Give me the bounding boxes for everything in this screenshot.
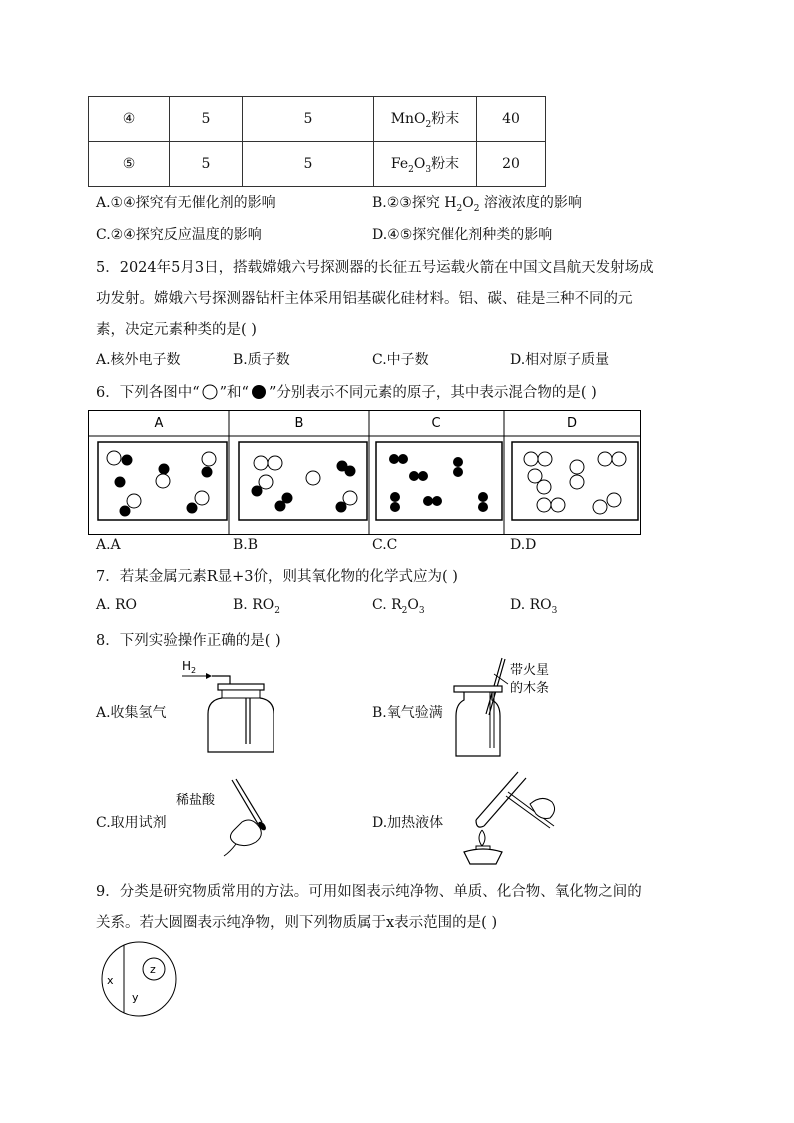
white-atom (195, 491, 209, 505)
stem-text: ”分别表示不同元素的原子，其中表示混合物的是( ) (268, 385, 597, 401)
q7-stem: 7．若某金属元素R显+3价，则其氧化物的化学式应为( ) (96, 569, 458, 585)
white-atom (570, 460, 584, 474)
h2-label: $H_2$ (182, 659, 197, 675)
black-atom (409, 471, 419, 481)
white-atom (598, 452, 612, 466)
table-row (89, 142, 546, 187)
white-atom (259, 475, 273, 489)
q6-option-a[interactable]: A.A (96, 537, 121, 553)
black-atom (453, 467, 463, 477)
table-cell-catalyst (374, 97, 477, 142)
catalyst-form: 粉末 (431, 111, 460, 128)
white-atom (593, 500, 607, 514)
q6-option-b[interactable]: B.B (233, 537, 259, 553)
q5-option-b[interactable]: B.质子数 (233, 352, 290, 368)
white-atom (612, 452, 626, 466)
catalyst-form: 粉末 (431, 156, 460, 173)
subscript: 3 (425, 164, 432, 175)
option-text: B.②③探究 H (372, 195, 457, 211)
option-text: A. RO (96, 597, 138, 613)
panel-header-c: C (431, 416, 441, 431)
white-atom (537, 480, 551, 494)
panel-b-molecules (252, 456, 357, 512)
dropper (236, 779, 262, 822)
black-atom (187, 503, 197, 513)
black-atom (453, 457, 463, 467)
heating-liquid-icon (446, 768, 566, 866)
black-atom (432, 496, 442, 506)
black-atom (275, 501, 285, 511)
q5-option-a[interactable]: A.核外电子数 (96, 352, 181, 368)
white-atom (538, 452, 552, 466)
table-cell-catalyst (374, 142, 477, 187)
q5-option-d[interactable]: D.相对原子质量 (510, 352, 610, 368)
option-text: 溶液浓度的影响 (479, 195, 582, 211)
q6-stem (96, 381, 597, 402)
white-atom (156, 474, 170, 488)
option-text: C. R (372, 597, 402, 613)
black-atom (122, 455, 132, 465)
catalyst-formula: MnO (390, 111, 426, 128)
bottle-body (208, 698, 274, 752)
dropper-hand-icon (176, 776, 286, 858)
flame (479, 830, 485, 846)
black-atom (282, 493, 292, 503)
black-atom (390, 492, 400, 502)
table-cell: ④ (89, 97, 170, 142)
black-atom (115, 477, 125, 487)
label-y: y (132, 991, 139, 1004)
black-atom (478, 502, 488, 512)
oxygen-test-bottle-icon (450, 656, 590, 758)
white-atom (537, 498, 551, 512)
white-atom (202, 452, 216, 466)
stopper (218, 684, 264, 690)
table-cell: 20 (477, 142, 546, 187)
black-atom (120, 506, 130, 516)
table-cell: 5 (243, 142, 374, 187)
q5-stem-line: 5．2024年5月3日，搭载嫦娥六号探测器的长征五号运载火箭在中国文昌航天发射场成 (96, 260, 654, 276)
test-tube (484, 778, 526, 826)
q8-option-a[interactable]: A.收集氢气 (96, 705, 167, 721)
q4-option-b[interactable] (372, 192, 582, 214)
panel-header-b: B (294, 416, 304, 431)
wrist (224, 844, 236, 856)
q4-option-c[interactable]: C.②④探究反应温度的影响 (96, 227, 262, 243)
molecule-diagram (88, 410, 642, 536)
catalyst-formula: O (413, 156, 426, 173)
subscript: 2 (401, 605, 408, 616)
panel-c-molecules (389, 454, 488, 512)
black-atom (390, 502, 400, 512)
alcohol-lamp (464, 849, 502, 864)
table-cell: 5 (170, 142, 243, 187)
q9-stem-line: 9．分类是研究物质常用的方法。可用如图表示纯净物、单质、化合物、氧化物之间的 (96, 884, 642, 900)
black-atom (202, 467, 212, 477)
acid-label: 稀盐酸 (176, 793, 216, 808)
q4-option-a[interactable]: A.①④探究有无催化剂的影响 (96, 195, 276, 211)
panel-header-a: A (154, 416, 164, 431)
black-atom (345, 466, 355, 476)
stem-text: ”和“ (219, 385, 249, 401)
white-atom (127, 494, 141, 508)
label-z: z (150, 963, 156, 976)
stem-text: 6．下列各图中“ (96, 385, 200, 401)
q7-option-a[interactable] (96, 597, 137, 613)
black-atom (159, 464, 169, 474)
catalyst-formula: Fe (390, 156, 409, 173)
panel-d-molecules (524, 452, 626, 514)
black-atom (418, 471, 428, 481)
q5-stem-line: 素，决定元素种类的是( ) (96, 322, 257, 338)
subscript: 2 (408, 164, 414, 175)
q5-option-c[interactable]: C.中子数 (372, 352, 429, 368)
white-atom (607, 493, 621, 507)
panel-b-box (239, 442, 367, 520)
option-text: O (462, 195, 474, 211)
white-atom (254, 456, 268, 470)
white-atom (268, 456, 282, 470)
black-atom (423, 496, 433, 506)
q5-stem-line: 功发射。嫦娥六号探测器钻杆主体采用铝基碳化硅材料。铝、碳、硅是三种不同的元 (96, 291, 633, 307)
black-atom (336, 502, 346, 512)
q8-option-d[interactable]: D.加热液体 (372, 815, 444, 831)
black-atom (478, 492, 488, 502)
white-atom (551, 498, 565, 512)
gas-collection-bottle-icon (178, 656, 274, 756)
table-cell: 5 (170, 97, 243, 142)
black-atom (252, 486, 262, 496)
black-atom (389, 454, 399, 464)
white-atom-icon (200, 384, 220, 400)
test-tube (476, 772, 518, 820)
white-atom (306, 471, 320, 485)
table-cell: 5 (243, 97, 374, 142)
black-atom-icon (249, 384, 269, 400)
subscript: 2 (473, 203, 480, 214)
bottle-neck (222, 690, 260, 698)
q7-option-d[interactable] (510, 597, 557, 616)
glass-plate (454, 686, 502, 692)
option-text: B. RO (233, 597, 275, 613)
q4-option-d[interactable]: D.④⑤探究催化剂种类的影响 (372, 227, 553, 243)
table-row (89, 97, 546, 142)
white-atom (570, 475, 584, 489)
hand (530, 798, 555, 818)
white-atom (343, 491, 357, 505)
classification-venn-diagram (94, 940, 186, 1020)
q6-option-d[interactable]: D.D (510, 537, 537, 553)
subscript: 2 (456, 203, 463, 214)
option-text: O (407, 597, 419, 613)
white-atom (107, 451, 121, 465)
test-tube-bottom (476, 820, 484, 827)
q6-option-c[interactable]: C.C (372, 537, 398, 553)
table-cell: ⑤ (89, 142, 170, 187)
q7-option-b[interactable] (233, 597, 280, 616)
panel-a-molecules (107, 451, 216, 516)
option-text: D. RO (510, 597, 552, 613)
experiment-table (88, 96, 546, 187)
splint-label-line2: 的木条 (510, 681, 550, 696)
white-atom (524, 452, 538, 466)
q8-stem: 8．下列实验操作正确的是( ) (96, 633, 281, 649)
panel-header-d: D (566, 416, 578, 431)
subscript: 2 (425, 119, 432, 130)
label-x: x (107, 974, 114, 987)
q8-option-c[interactable]: C.取用试剂 (96, 815, 167, 831)
black-atom (398, 454, 408, 464)
arrow-head (206, 673, 212, 679)
q9-stem-line: 关系。若大圆圈表示纯净物，则下列物质属于x表示范围的是( ) (96, 915, 498, 931)
subscript: 3 (418, 605, 425, 616)
diagram-border (89, 411, 641, 535)
dropper (232, 780, 258, 824)
subscript: 2 (274, 605, 280, 616)
table-cell: 40 (477, 97, 546, 142)
splint-label-line1: 带火星 (510, 663, 550, 678)
q8-option-b[interactable]: B.氧气验满 (372, 705, 443, 721)
q7-option-c[interactable] (372, 597, 425, 616)
hand (230, 820, 261, 846)
subscript: 3 (551, 605, 558, 616)
